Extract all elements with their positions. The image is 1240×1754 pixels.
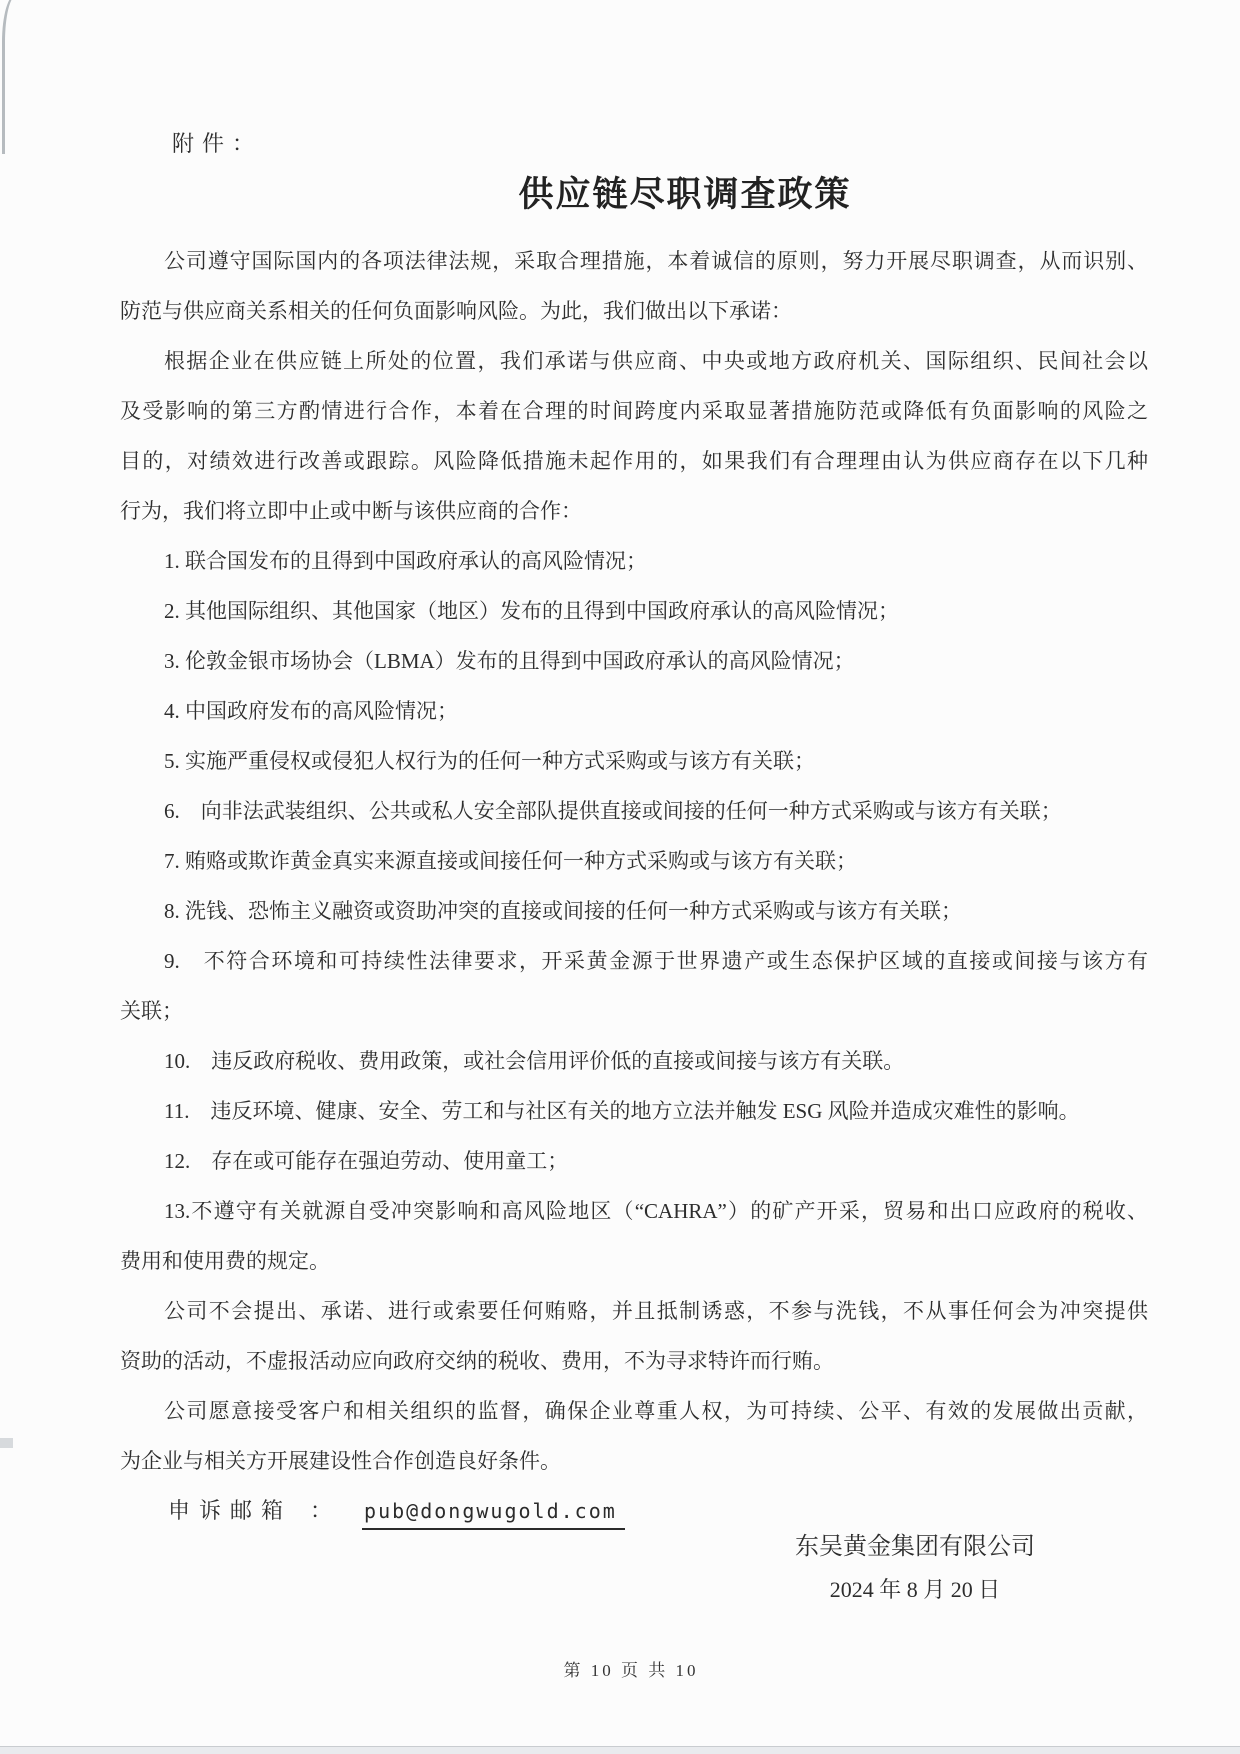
signature-company: 东吴黄金集团有限公司 [795,1534,1035,1560]
body-lines [120,236,1148,1486]
body-line: 公司愿意接受客户和相关组织的监督，确保企业尊重人权，为可持续、公平、有效的发展做出贡献， [164,1399,1148,1423]
body-line: 费用和使用费的规定。 [120,1249,330,1273]
body-line: 4. 中国政府发布的高风险情况； [164,699,458,723]
scan-artifact-bottom-strip [0,1746,1240,1754]
signature-date: 2024 年 8 月 20 日 [829,1577,1001,1602]
document-title: 供应链尽职调查政策 [518,175,852,214]
body-line: 12. 存在或可能存在强迫劳动、使用童工； [164,1149,569,1173]
body-line: 1. 联合国发布的且得到中国政府承认的高风险情况； [164,549,647,573]
body-line: 根据企业在供应链上所处的位置，我们承诺与供应商、中央或地方政府机关、国际组织、民间社会以 [164,349,1148,373]
body-line: 8. 洗钱、恐怖主义融资或资助冲突的直接或间接的任何一种方式采购或与该方有关联； [164,899,962,923]
body-line: 10. 违反政府税收、费用政策，或社会信用评价低的直接或间接与该方有关联。 [164,1049,905,1073]
complaint-email-line [168,1486,625,1536]
body-line: 11. 违反环境、健康、安全、劳工和与社区有关的地方立法并触发 ESG 风险并造成灾难性的影响。 [164,1099,1080,1123]
body-line: 防范与供应商关系相关的任何负面影响风险。为此，我们做出以下承诺： [120,299,792,323]
body-line: 资助的活动，不虚报活动应向政府交纳的税收、费用，不为寻求特许而行贿。 [120,1349,834,1373]
body-line: 为企业与相关方开展建设性合作创造良好条件。 [120,1449,561,1473]
body-line: 及受影响的第三方酌情进行合作，本着在合理的时间跨度内采取显著措施防范或降低有负面影响的风险之 [120,399,1148,423]
body-line: 目的，对绩效进行改善或跟踪。风险降低措施未起作用的，如果我们有合理理由认为供应商存在以下几种 [120,449,1148,473]
body-line: 公司不会提出、承诺、进行或索要任何贿赂，并且抵制诱惑，不参与洗钱，不从事任何会为冲突提供 [164,1299,1148,1323]
body-line: 公司遵守国际国内的各项法律法规，采取合理措施，本着诚信的原则，努力开展尽职调查，从而识别、 [164,249,1148,273]
scan-artifact-left-tick [0,1438,13,1448]
scan-artifact-corner-line [2,0,19,154]
body-line: 行为，我们将立即中止或中断与该供应商的合作： [120,499,582,523]
body-line: 关联； [120,999,183,1023]
signature-block [760,1532,1070,1605]
body-line: 13.不遵守有关就源自受冲突影响和高风险地区（“CAHRA”）的矿产开采，贸易和出口应政府的税收、 [164,1199,1148,1223]
attachment-label: 附件： [172,131,263,156]
complaint-email-label: 申诉邮箱 [168,1498,293,1523]
page-footer: 第 10 页 共 10 [563,1661,699,1680]
body-line: 7. 贿赂或欺诈黄金真实来源直接或间接任何一种方式采购或与该方有关联； [164,849,857,873]
body-line: 9. 不符合环境和可持续性法律要求，开采黄金源于世界遗产或生态保护区域的直接或间接与该方有 [164,949,1148,973]
complaint-email-link[interactable]: pub@dongwugold.com [362,1496,625,1530]
body-line: 3. 伦敦金银市场协会（LBMA）发布的且得到中国政府承认的高风险情况； [164,649,855,673]
body-line: 2. 其他国际组织、其他国家（地区）发布的且得到中国政府承认的高风险情况； [164,599,899,623]
body-line: 5. 实施严重侵权或侵犯人权行为的任何一种方式采购或与该方有关联； [164,749,815,773]
complaint-email-colon: ： [310,1498,333,1523]
body-line: 6. 向非法武装组织、公共或私人安全部队提供直接或间接的任何一种方式采购或与该方有关联； [164,799,1062,823]
